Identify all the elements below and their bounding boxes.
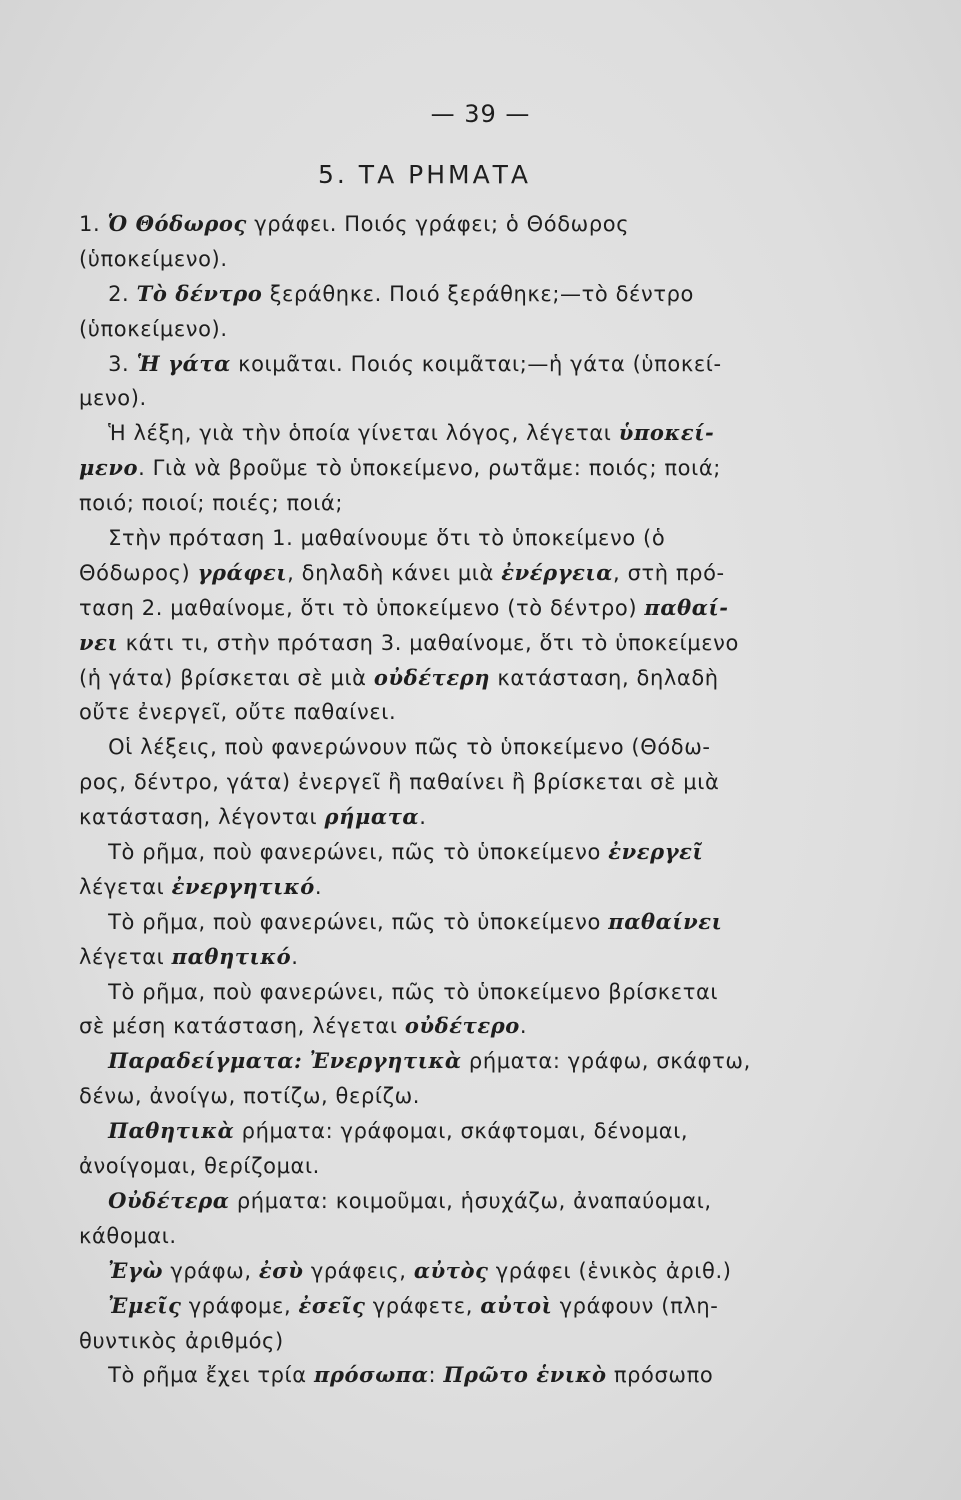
text-run (79, 1259, 108, 1283)
emphasized-term: ἐνεργεῖ (608, 839, 704, 865)
text-run (79, 1119, 108, 1143)
text-line (79, 207, 787, 242)
text-run: (ὑποκείμενο). (79, 246, 228, 271)
text-run: . (314, 874, 323, 899)
text-line (79, 870, 787, 905)
emphasized-term: ὑποκεί- (618, 420, 715, 446)
text-run: . (519, 1014, 528, 1039)
text-line (79, 521, 787, 556)
emphasized-term: παθητικό (171, 943, 292, 969)
emphasized-term: οὐδέτερο (404, 1013, 520, 1039)
text-line (79, 835, 787, 870)
text-run: οὔτε ἐνεργεῖ, οὔτε παθαίνει. (79, 700, 397, 725)
text-run (302, 1049, 309, 1073)
text-run: , στὴ πρό- (613, 560, 725, 585)
text-run: Τὸ ρῆμα, ποὺ φανερώνει, πῶς τὸ ὑποκείμενο βρίσκεται (79, 979, 719, 1004)
text-run: γράφει. Ποιός γράφει; ὁ Θόδωρος (246, 212, 630, 236)
text-line (79, 1324, 787, 1359)
text-line (79, 905, 787, 940)
text-line (79, 626, 787, 661)
emphasized-term: μενο (79, 455, 139, 481)
text-run: γράφεις, (303, 1258, 414, 1283)
text-line (79, 1009, 787, 1044)
text-line (79, 1079, 787, 1114)
text-run: λέγεται (79, 874, 172, 899)
emphasized-term: αὐτοὶ (480, 1292, 553, 1318)
emphasized-term: ρήματα (324, 804, 420, 830)
text-run: (ὑποκείμενο). (79, 316, 228, 341)
emphasized-term: αὐτὸς (413, 1257, 489, 1283)
text-run: δένω, ἀνοίγω, ποτίζω, θερίζω. (79, 1084, 421, 1109)
emphasized-term: Ἐγὼ (108, 1257, 164, 1283)
text-run: κατάσταση, λέγονται (79, 805, 325, 830)
text-line (79, 1219, 787, 1254)
text-run (79, 1189, 108, 1213)
text-run: κατάσταση, δηλαδὴ (490, 665, 719, 690)
text-run: 3. (79, 351, 137, 376)
emphasized-term: Παθητικὰ (108, 1118, 235, 1144)
text-run: γράφει (ἑνικὸς ἀριθ.) (488, 1258, 732, 1283)
text-line (79, 486, 787, 521)
emphasized-term: πρόσωπα (313, 1362, 429, 1388)
text-run: ταση 2. μαθαίνομε, ὅτι τὸ ὑποκείμενο (τὸ δέντρο) (79, 595, 645, 620)
text-run: κάθομαι. (79, 1223, 177, 1248)
text-run: 2. (79, 281, 137, 306)
emphasized-term: Παραδείγματα: (108, 1048, 303, 1074)
text-run: σὲ μέση κατάσταση, λέγεται (79, 1014, 405, 1039)
text-line (79, 556, 787, 591)
text-line (79, 1289, 787, 1324)
text-run: Στὴν πρόταση 1. μαθαίνουμε ὅτι τὸ ὑποκείμενο (ὁ (79, 526, 666, 551)
text-line (79, 1044, 787, 1079)
text-line (79, 661, 787, 696)
text-run: πρόσωπο (606, 1363, 714, 1388)
text-run: ρήματα: κοιμοῦμαι, ἡσυχάζω, ἀναπαύομαι, (229, 1188, 712, 1213)
text-run: . (419, 805, 427, 830)
text-line (79, 277, 787, 312)
text-run: ρος, δέντρο, γάτα) ἐνεργεῖ ἢ παθαίνει ἢ βρίσκεται σὲ μιὰ (79, 770, 720, 795)
text-line (79, 242, 787, 277)
emphasized-term: Ἐνεργητικὰ (309, 1048, 462, 1074)
text-line (79, 347, 787, 382)
text-run: λέγεται (79, 944, 172, 969)
emphasized-term: γράφει (197, 559, 288, 585)
text-line (79, 381, 787, 416)
text-line (79, 1358, 787, 1393)
emphasized-term: ἐνεργητικό (171, 873, 315, 899)
text-run: γράφομε, (181, 1293, 299, 1318)
emphasized-term: παθαί- (644, 594, 729, 620)
text-run: Τὸ ρῆμα, ποὺ φανερώνει, πῶς τὸ ὑποκείμενο (79, 909, 609, 934)
text-run: ἀνοίγομαι, θερίζομαι. (79, 1154, 320, 1179)
text-run: κοιμᾶται. Ποιός κοιμᾶται;—ἡ γάτα (ὑποκεί- (230, 351, 722, 376)
text-line (79, 1184, 787, 1219)
text-run: γράφουν (πλη- (552, 1293, 719, 1318)
body-text (79, 207, 787, 1393)
text-line (79, 312, 787, 347)
emphasized-term: ἐσὺ (258, 1257, 304, 1283)
text-run: Ἡ λέξη, γιὰ τὴν ὁποία γίνεται λόγος, λέγεται (79, 421, 619, 446)
text-line (79, 416, 787, 451)
text-run: Θόδωρος) (79, 560, 198, 585)
text-run: κάτι τι, στὴν πρόταση 3. μαθαίνομε, ὅτι τὸ ὑποκείμενο (118, 630, 739, 655)
text-line (79, 451, 787, 486)
text-run: Τὸ ρῆμα ἔχει τρία (79, 1363, 314, 1388)
text-run: ρήματα: γράφομαι, σκάφτομαι, δένομαι, (234, 1119, 689, 1144)
text-line (79, 765, 787, 800)
emphasized-term: νει (79, 629, 119, 655)
text-line (79, 1254, 787, 1289)
text-run: : (428, 1363, 444, 1388)
emphasized-term: Τὸ δέντρο (136, 280, 263, 306)
text-run: γράφω, (163, 1258, 259, 1283)
text-run: γράφετε, (365, 1293, 481, 1318)
text-run: . Γιὰ νὰ βροῦμε τὸ ὑποκείμενο, ρωτᾶμε: ποιός; ποιά; (138, 456, 721, 481)
page-number: — 39 — (430, 100, 531, 128)
chapter-title: 5. ΤΑ ΡΗΜΑΤΑ (318, 160, 532, 189)
emphasized-term: οὐδέτερη (373, 664, 491, 690)
text-run: Οἱ λέξεις, ποὺ φανερώνουν πῶς τὸ ὑποκείμενο (Θόδω- (79, 735, 711, 760)
text-run: θυντικὸς ἀριθμός) (79, 1328, 284, 1353)
text-run: ξεράθηκε. Ποιό ξεράθηκε;—τὸ δέντρο (262, 281, 694, 306)
text-run (79, 1049, 108, 1073)
text-line (79, 695, 787, 730)
emphasized-term: Ἡ γάτα (136, 350, 231, 376)
emphasized-term: Ὁ Θόδωρος (107, 211, 247, 236)
emphasized-term: Οὐδέτερα (108, 1187, 230, 1213)
text-run: μενο). (79, 386, 147, 411)
emphasized-term: παθαίνει (608, 908, 723, 934)
text-run: ρήματα: γράφω, σκάφτω, (461, 1049, 751, 1074)
text-run: , δηλαδὴ κάνει μιὰ (287, 560, 502, 585)
text-run: . (291, 944, 299, 969)
text-run: 1. (79, 212, 108, 236)
text-line (79, 591, 787, 626)
emphasized-term: Ἐμεῖς (108, 1292, 182, 1318)
text-line (79, 1114, 787, 1149)
text-run: ποιό; ποιοί; ποιές; ποιά; (79, 491, 344, 516)
text-line (79, 940, 787, 975)
text-line (79, 975, 787, 1010)
text-line (79, 800, 787, 835)
emphasized-term: ἐσεῖς (298, 1292, 366, 1318)
emphasized-term: ἐνέργεια (501, 559, 614, 585)
text-run: Τὸ ρῆμα, ποὺ φανερώνει, πῶς τὸ ὑποκείμενο (79, 840, 609, 865)
text-run (79, 1294, 108, 1318)
text-line (79, 1149, 787, 1184)
text-run: (ἡ γάτα) βρίσκεται σὲ μιὰ (79, 665, 374, 690)
text-line (79, 730, 787, 765)
emphasized-term: Πρῶτο ἑνικὸ (443, 1362, 607, 1388)
